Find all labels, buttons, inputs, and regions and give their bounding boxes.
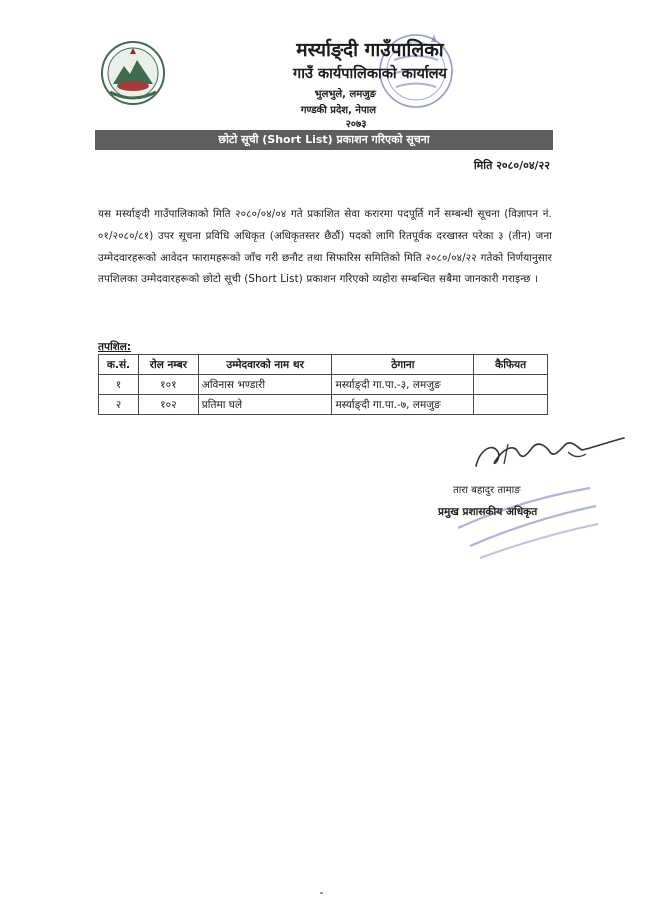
candidate-name-cell: अविनास भण्डारी — [198, 375, 332, 395]
column-header-remarks: कैफियत — [474, 355, 548, 375]
address-cell: मर्स्याङ्दी गा.पा.-३, लमजुङ — [332, 375, 474, 395]
table-row — [99, 395, 548, 415]
signatory-post: प्रमुख प्रशासकीय अधिकृत — [438, 506, 538, 518]
office-name: गाउँ कार्यपालिकाको कार्यालय — [293, 65, 447, 82]
province-name: गण्डकी प्रदेश, नेपाल — [300, 105, 376, 116]
office-address: भुलभुले, लमजुङ — [314, 89, 376, 100]
established-year: २०७३ — [345, 119, 367, 130]
column-header-candidate-name: उम्मेदवारको नाम थर — [198, 355, 332, 375]
details-label: तपशिल: — [98, 341, 132, 353]
serial-cell: १ — [99, 375, 139, 395]
candidate-name-cell: प्रतिमा घले — [198, 395, 332, 415]
government-emblem-icon — [100, 40, 166, 106]
table-header-row — [99, 355, 548, 375]
notice-date: मिति २०८०/०४/२२ — [473, 159, 550, 172]
column-header-roll-number: रोल नम्बर — [138, 355, 198, 375]
roll-number-cell: १०२ — [138, 395, 198, 415]
column-header-serial: क.सं. — [99, 355, 139, 375]
notice-body-text: यस मर्स्याङ्दी गाउँपालिकाको मिति २०८०/०४/०४ गते प्रकाशित सेवा करारमा पदपूर्ति गर्ने सम्बन्धी सूचना (विज्ञापन नं. ०१/२०८०/८१) उपर सूचना प्रविधि अधिकृत (अधिकृतस्तर छैठौं) पदको लागि रितपूर्वक दरखास्त परेका ३ (तीन) जना उम्मेदवारहरूको आवेदन फारामहरूको जाँच गरी छनौट तथा सिफारिस समितिको मिति २०८०/०४/२२ गतेको निर्णयानुसार तपशिलका उम्मेदवारहरूको छोटो सूची (Short List) प्रकाशन गरिएको व्यहोरा सम्बन्धित सबैमा जानकारी गराइन्छ । — [98, 208, 552, 286]
shortlist-table — [98, 354, 548, 415]
scan-speck — [320, 892, 323, 894]
signatory-name: तारा बहादुर तामाङ — [453, 485, 521, 496]
serial-cell: २ — [99, 395, 139, 415]
notice-title-banner: छोटो सूची (Short List) प्रकाशन गरिएको सूचना — [95, 130, 553, 150]
roll-number-cell: १०१ — [138, 375, 198, 395]
address-cell: मर्स्याङ्दी गा.पा.-७, लमजुङ — [332, 395, 474, 415]
remarks-cell — [474, 395, 548, 415]
column-header-address: ठेगाना — [332, 355, 474, 375]
table-row — [99, 375, 548, 395]
municipality-title: मर्स्याङ्दी गाउँपालिका — [296, 39, 444, 61]
remarks-cell — [474, 375, 548, 395]
